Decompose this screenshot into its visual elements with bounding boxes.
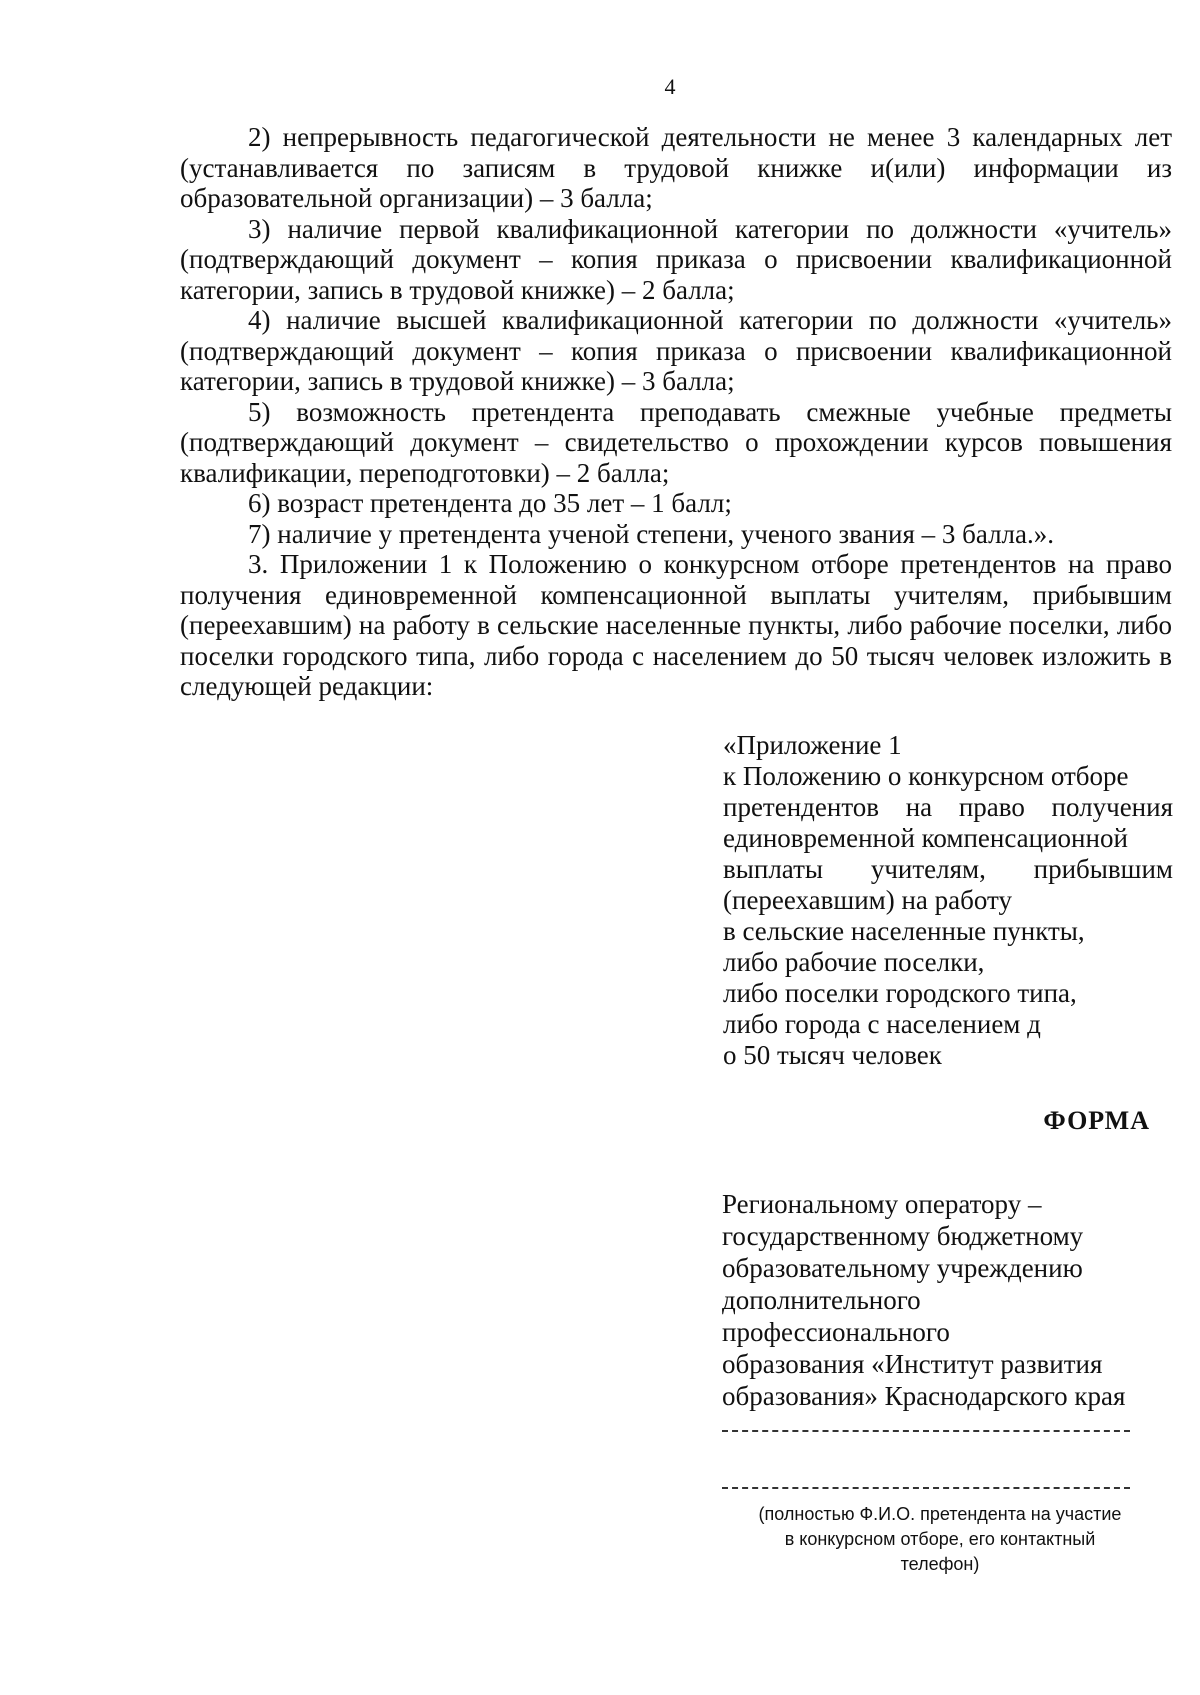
appendix-line: выплаты учителям, прибывшим	[723, 854, 1173, 884]
addressee-line: дополнительного	[722, 1285, 921, 1315]
caption-line: (полностью Ф.И.О. претендента на участие	[758, 1504, 1122, 1524]
appendix-line: в сельские населенные пункты,	[723, 916, 1085, 946]
paragraph-item-3: 3) наличие первой квалификационной категории по должности «учитель» (подтверждающий документ – копия приказа о присвоении квалификационной категории, запись в трудовой книжке) – 2 балла;	[180, 213, 1172, 305]
appendix-header	[723, 730, 1173, 1071]
addressee-line: образования» Краснодарского края	[722, 1381, 1126, 1411]
addressee-line: Региональному оператору –	[722, 1189, 1042, 1219]
addressee-line: государственному бюджетному	[722, 1221, 1084, 1251]
appendix-line: претендентов на право получения	[723, 792, 1173, 822]
appendix-line: либо рабочие поселки,	[723, 947, 985, 977]
appendix-line: о 50 тысяч человек	[723, 1040, 942, 1070]
form-title: ФОРМА	[1043, 1106, 1150, 1135]
applicant-caption	[720, 1502, 1160, 1577]
addressee-block	[722, 1188, 1182, 1412]
appendix-line: (переехавшим) на работу	[723, 885, 1012, 915]
paragraph-item-5: 5) возможность претендента преподавать смежные учебные предметы (подтверждающий документ – свидетельство о прохождении курсов повышения квалификации, переподготовки) – 2 балла;	[180, 396, 1172, 488]
appendix-line: «Приложение 1	[723, 730, 902, 760]
paragraph-item-6: 6) возраст претендента до 35 лет – 1 балл;	[248, 488, 732, 518]
paragraph-item-7: 7) наличие у претендента ученой степени, ученого звания – 3 балла.».	[248, 518, 1055, 549]
applicant-blank-line-2	[722, 1487, 1130, 1489]
addressee-line: образования «Институт развития	[722, 1349, 1103, 1379]
appendix-line: либо города с населением д	[723, 1009, 1041, 1039]
body-text	[180, 122, 1172, 702]
caption-line: в конкурсном отборе, его контактный	[784, 1529, 1096, 1549]
applicant-blank-line-1	[722, 1430, 1130, 1432]
addressee-line: образовательному учреждению	[722, 1253, 1083, 1283]
appendix-line: единовременной компенсационной	[723, 823, 1128, 853]
appendix-line: либо поселки городского типа,	[723, 978, 1077, 1008]
appendix-line: к Положению о конкурсном отборе	[723, 761, 1129, 791]
paragraph-item-4: 4) наличие высшей квалификационной категории по должности «учитель» (подтверждающий документ – копия приказа о присвоении квалификационной категории, запись в трудовой книжке) – 3 балла;	[180, 305, 1172, 396]
paragraph-item-2: 2) непрерывность педагогической деятельности не менее 3 календарных лет (устанавливается по записям в трудовой книжке и(или) информации из образовательной организации) – 3 балла;	[180, 122, 1172, 213]
caption-line: телефон)	[900, 1554, 980, 1574]
paragraph-section-3: 3. Приложении 1 к Положению о конкурсном отборе претендентов на право получения единовременной компенсационной выплаты учителям, прибывшим (переехавшим) на работу в сельские населенные пункты, либо рабочие поселки, либо поселки городского типа, либо города с населением до 50 тысяч человек изложить в следующей редакции:	[180, 549, 1172, 701]
page-number: 4	[664, 74, 676, 99]
addressee-line: профессионального	[722, 1317, 950, 1347]
